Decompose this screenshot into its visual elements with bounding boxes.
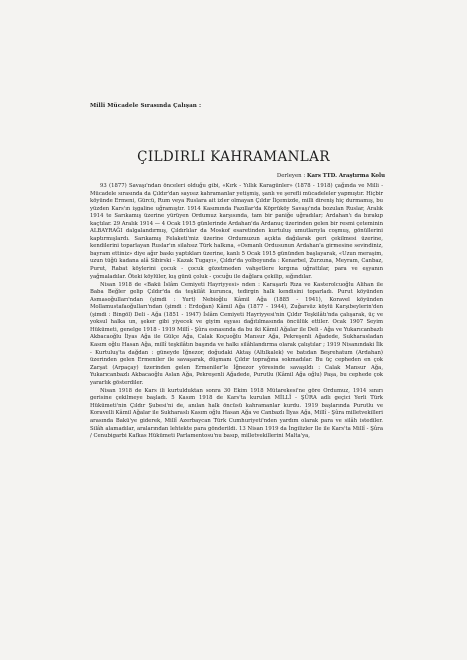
article-body [90, 183, 383, 441]
paragraph-1: 93 (1877) Savaşı'ndan önceleri olduğu gibi, «Kırk - Yıllık Karagünler» (1878 - 1918) çağında ve Milli - Mücadele sırasında da Çıldır'dan sayısız kahramanlar yetişmiş, şanlı ve şerefli mücadeleler yapmıştır. Hiçbir köyünde Ermeni, Gürcü, Rum veya Ruslara ait izler olmayan Çıldır İlçemizde, milli direniş hiç durmamış, bu yüzden Kars'ın işgaline uğramıştır. 1914 Kasımında Fazıllar'da Köprüköy Savaşı'nda bozulan Ruslar, Aralık 1914 te Sarıkamış üzerine yürüyen Ordumuz karşısında, tam bir paniğe uğradılar; Ardahan'ı da bırakıp kaçtılar. 29 Aralık 1914 — 4 Ocak 1915 günlerinde Ardahan'da Ardanuç üzerinden gelen bir resmi çeteminin ALBAYRAĞI dalgalandırmış, Çıldırlılar da Moskof esaretinden kurtuluş umutlarıyla coşmuş, gönüllerini kaptırmışlardı. Sarıkamış Felaketi'miz üzerine Ordumuzun açıkta dağılarak geri çekilmesi üzerine, kendilerini toparlayan Ruslar'ın silahsız Türk halkına, «Osmanlı Ordusunun Ardahan'a girmesine sevindiniz, bayram ettiniz» diye ağır baskı yaptıkları üzerine, kanlı 5 Ocak 1915 gününden başlayarak, «Uzun meraşim, uzun tüğü kadana alâ Sibirski - Kazak Tugayı», Çıldır'da yolboyunda : Kenarbel, Zurzuna, Meyram, Canbaz, Purut, Rabat köylerini çocuk - çocuk gözetmeden vahşetlere kırgına uğrattılar, para ve eşyanın yağmaladılar. Öteki köylüler, kış günü çoluk - çocuğu ile dağlara çekilip, sığındılar. [90, 183, 383, 280]
compiler-name: Kars TTD. Araştırma Kolu [306, 173, 385, 179]
section-heading: Milli Mücadele Sırasında Çalışan : [90, 103, 202, 109]
compiler-line [277, 173, 385, 179]
paragraph-3: Nisan 1918 de Kars ili kurtulduktan sonra 30 Ekim 1918 Mütarekesi'ne göre Ordumuz, 1914 sınırı gerisine çekilmeye başladı. 5 Kasım 1918 de Kars'ta kurulan MİLLÎ - ŞÛRA adlı geçici Yerli Türk Hükümeti'nin Çıldır Şubesi'ni de, anılan halk öncüsü kahramanlar kurdu. 1919 başlarında Purutlu ve Koravelli Kâmil Ağalar ile Sukharaslı Kasım oğlu Hasan Ağa ve Canbazlı İlyas Ağa, Millî - Şûra milletvekilleri arasında Bakü'ye giderek, Millî Azerbaycan Türk Cumhuriyeti'nden yardım olarak para ve silâh istediler. Silâh alamadılar, aralarından lehtekte para gönderildi. 13 Nisan 1919 da İngilizler Ile ile Kars'ta Millî - Şûra / Cenubigarbi Kafkas Hükümeti Parlamentosu'nu basıp, milletvekillerini Malta'ya, [90, 387, 383, 440]
paragraph-2: Nisan 1918 de «Bakü İslâm Cemiyeti Hayriyyesi» nden : Karaşarlı Rıza ve Kasterolcuoğlu Alihan ile Baba Beğler gelip Çıldır'da da teşkilât kurunca, tedirgin halk kendisini toparladı. Purut köyünden Asmasoğulları'ndan (şimdi : Yurt) Nebioğlu Kâmil Ağa (1885 - 1941), Koravel köyünden Mollamustafaoğulları'ndan (şimdi : Erdoğan) Kâmil Ağa (1877 - 1944), Zuğarsüz köylü Karşıbeylerin'den (şimdi : Bingöl) Deli - Ağa (1851 - 1947) İslâm Cemiyeti Hayriyyesi'nin Çıldır Teşkilâtı'nda çalışarak, üç ve yoksul halka un, şeker gibi yiyecek ve giyim eşyası dağıtılmasında öncülük ettiler. Ocak 1907 Seyim Hükümeti, genelge 1918 - 1919 Millî - Şûra esnasında da bu iki Kâmil Ağalar ile Deli - Ağa ve Yukarıcanbazlı Akbacaoğlu İlyas Ağa ile Gülçe Ağa, Calak Koçuoğlu Mansur Ağa, Pekreşenli Ağadede, Sukharasladan Kasım oğlu Hasan Ağa, millî teşkilâtın başında ve halkı silâhlandırma olarak çalıştılar ; 1919 Nisanındaki İlk - Kurtuluş'ta dağdan : güneyde İğnezor, doğudaki Aktaş (Altılkalek) ve batıdan Beşrehatum (Ardahan) üzerinden gelen Ermeniler ile savaşarak, düşmanı Çıldır toprağına sokmadılar. Bu üç cepheden en çok Zarşat (Arpaçay) üzerinden gelen Ermeniler'le İğnezor yöresinde savaşıldı : Calak Mansur Ağa, Yukarıcanbazlı Akbacaoğlu Aslan Ağa, Pekreşenli Ağadede, Purutlu (Kâmil Ağa oğlu) Paşa, bu cephede çok yararlık gösterdiler. [90, 281, 383, 386]
compiler-label: Derleyen : [276, 173, 306, 179]
article-title: ÇILDIRLI KAHRAMANLAR [137, 149, 330, 165]
